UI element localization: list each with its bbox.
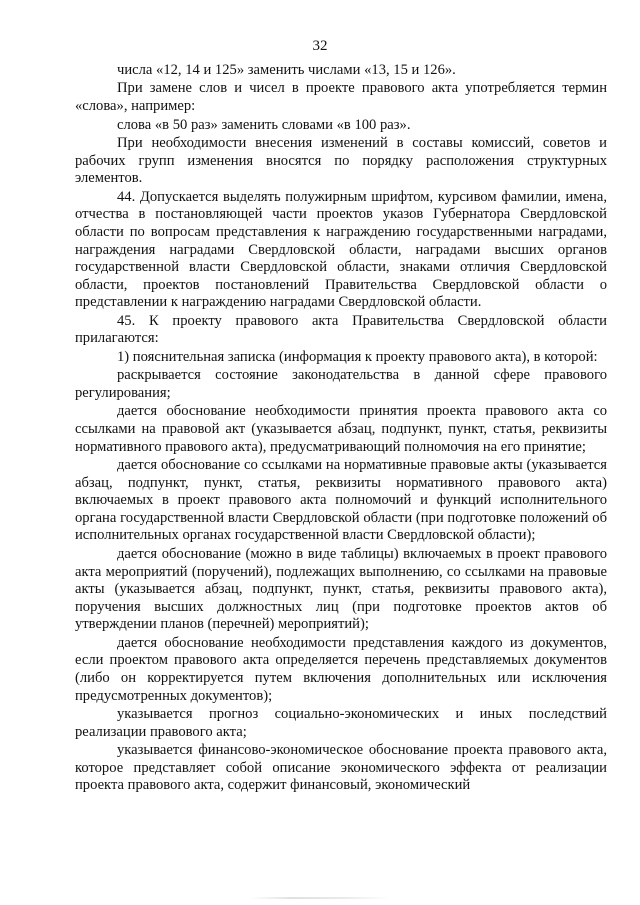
paragraph: При необходимости внесения изменений в составы комиссий, советов и рабочих групп изменения вносятся по порядку расположения структурных элементов. — [75, 135, 607, 187]
paragraph: раскрывается состояние законодательства в данной сфере правового регулирования; — [75, 367, 607, 401]
paragraph: 1) пояснительная записка (информация к проекту правового акта), в которой: — [117, 348, 598, 365]
paragraph-item-44: 44. Допускается выделять полужирным шрифтом, курсивом фамилии, имена, отчества в постановляющей части проектов указов Губернатора Свердловской области по вопросам представления к награждению государственными наградами, награждения наградами Свердловской области, наградами высших органов государственной власти Свердловской области, знаками отличия Свердловской области, проектов постановлений Правительства Свердловской области о представлении к награждению наградами Свердловской области. — [75, 188, 607, 311]
paragraph: указывается финансово-экономическое обоснование проекта правового акта, которое представляет собой описание экономического эффекта от реализации проекта правового акта, содержит финансовый, экономический — [75, 742, 607, 794]
scan-artifact — [250, 897, 390, 899]
paragraph: числа «12, 14 и 125» заменить числами «13, 15 и 126». — [117, 62, 456, 78]
paragraph: дается обоснование необходимости представления каждого из документов, если проектом правового акта определяется перечень представляемых документов (либо он корректируется путем включения дополнительных или исключения предусмотренных документов); — [75, 634, 607, 704]
paragraph: слова «в 50 раз» заменить словами «в 100 раз». — [117, 116, 411, 133]
document-body — [75, 62, 607, 795]
paragraph: дается обоснование со ссылками на нормативные правовые акты (указывается абзац, подпункт, пункт, статья, реквизиты нормативного правового акта) включаемых в проект правового акта полномочий и функций исполнительного органа государственной власти Свердловской области (при подготовке положений об исполнительных органах государственной власти Свердловской области); — [75, 457, 607, 544]
page-number: 32 — [312, 38, 328, 54]
paragraph: дается обоснование необходимости принятия проекта правового акта со ссылками на правовой акт (указывается абзац, подпункт, пункт, статья, реквизиты нормативного правового акта), предусматривающий полномочия на его принятие; — [75, 403, 607, 455]
paragraph: дается обоснование (можно в виде таблицы) включаемых в проект правового акта мероприятий (поручений), подлежащих выполнению, со ссылками на правовые акты (указывается абзац, подпункт, пункт, статья, реквизиты правового акта), поручения высших должностных лиц (при подготовке проектов актов об утверждении планов (перечней) мероприятий); — [75, 545, 607, 633]
paragraph: указывается прогноз социально-экономических и иных последствий реализации правового акта; — [75, 706, 607, 740]
paragraph-item-45: 45. К проекту правового акта Правительства Свердловской области прилагаются: — [75, 312, 607, 347]
paragraph: При замене слов и чисел в проекте правового акта употребляется термин «слова», например: — [75, 80, 607, 115]
